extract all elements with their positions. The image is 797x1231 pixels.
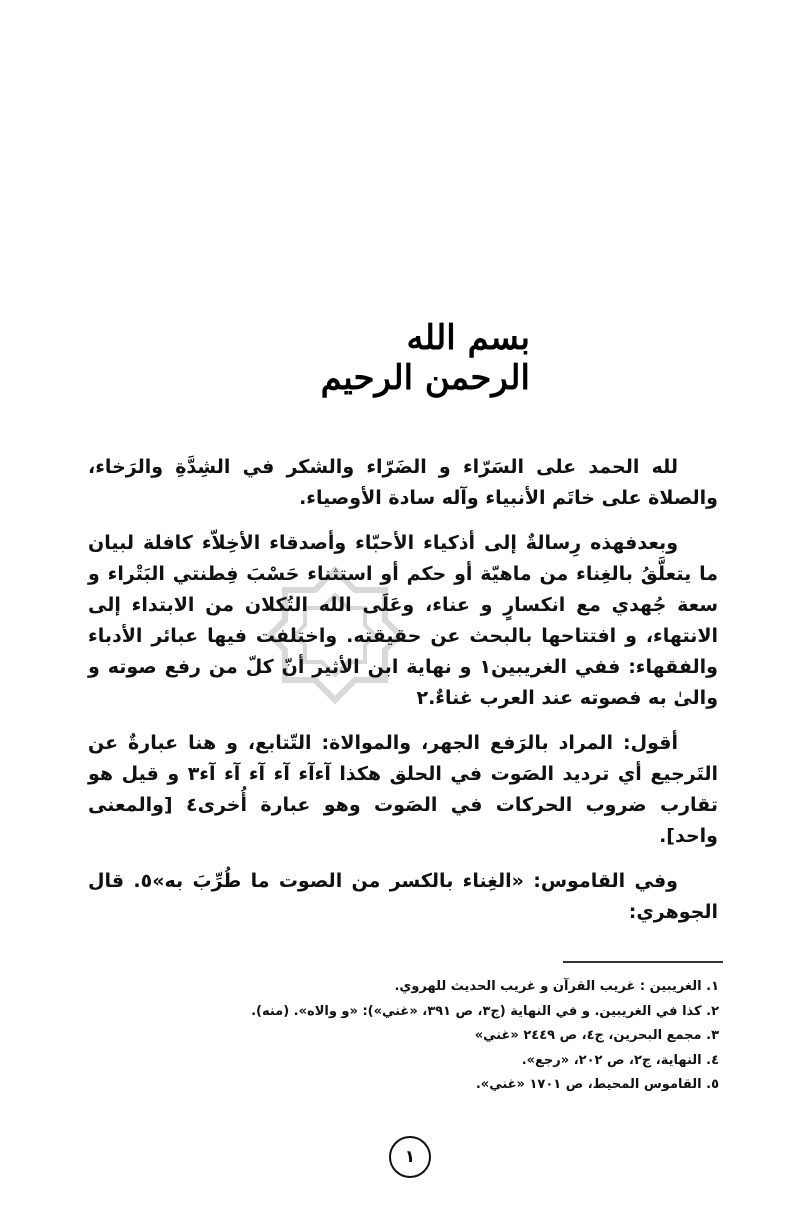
footnote-4: ٤. النهاية، ج٢، ص ٢٠٢، «رجع». — [521, 1052, 719, 1068]
footnotes — [239, 975, 719, 1098]
paragraph-3: أقول: المراد بالرَفع الجهر، والموالاة: التّتابع، و هنا عبارةٌ عن التَرجيع أي ترديد الصَوت في الحلق هكذا آءآء آء آء آء آء٣ و قيل هو تقارب ضروب الحركات في الصَوت وهو عبارة أُخرى٤ [والمعنى واحد]. — [88, 732, 718, 847]
footnote-2: ٢. كذا في الغريبين. و في النهاية (ج٣، ص ٣٩١، «غني»): «و والاه». (منه). — [251, 1003, 719, 1019]
footnote-5: ٥. القاموس المحيط، ص ١٧٠١ «غني». — [475, 1077, 719, 1092]
paragraph-4: وفي القاموس: «الغِناء بالكسر من الصوت ما طُرِّبَ به»٥. قال الجوهري: — [88, 870, 718, 923]
basmala-heading: بسم الله الرحمن الرحيم — [320, 318, 530, 398]
page-number: ١ — [389, 1136, 431, 1178]
footnote-3: ٣. مجمع البحرين، ج٤، ص ٢٤٤٩ «غني» — [474, 1028, 719, 1043]
footnote-1: ١. الغريبين : غريب القرآن و غريب الحديث للهروي. — [394, 979, 719, 994]
paragraph-2: وبعدفهذه رِسالةٌ إلى أذكياء الأحبّاء وأصدقاء الأخِلاّء كافلة لبيان ما يتعلَّقُ بالغِناء من ماهيّة أو حكم أو استثناء حَسْبَ فِطنتي البَتْراء و سعة جُهدي مع انكسارٍ و عناء، وعَلَى الله التُكلان من الابتداء إلى الانتهاء، و افتتاحها بالبحث عن حقيقته. واختلفت فيها عبائر الأدباء والفقهاء: ففي الغريبين١ و نهاية ابن الأثير أنّ كلّ من رفع صوته و والىٰ به فصوته عند العرب غناءٌ.٢ — [88, 532, 718, 709]
paragraph-1: لله الحمد على السَرّاء و الضَرّاء والشكر في الشِدَّةِ والرَخاء، والصلاة على خاتَم الأنبياء وآله سادة الأوصياء. — [88, 456, 718, 509]
footnote-separator — [563, 961, 723, 963]
main-text — [88, 452, 718, 942]
